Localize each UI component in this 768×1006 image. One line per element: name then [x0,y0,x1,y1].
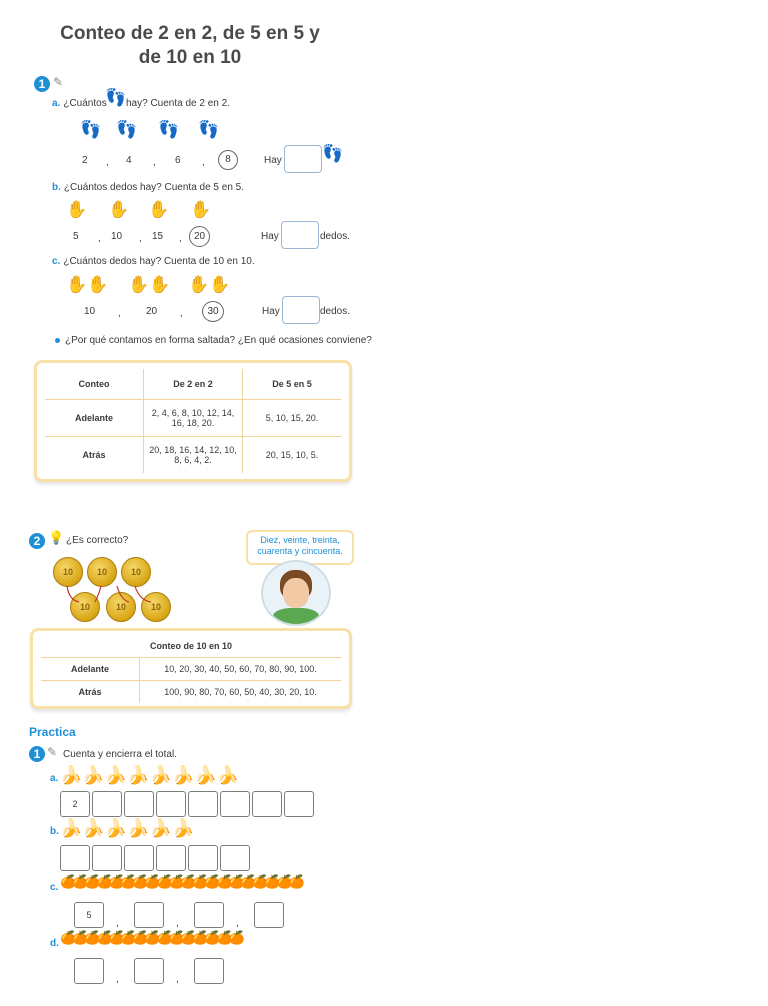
question-b-letter: b. [52,182,61,193]
answer-box[interactable] [92,845,122,871]
hands-row-b [66,200,226,226]
question-b-text: ¿Cuántos dedos hay? Cuenta de 5 en 5. [63,182,245,193]
hand-icon: ✋✋ [66,275,109,294]
comma: , [179,233,182,244]
cell-atras: 100, 90, 80, 70, 60, 50, 40, 30, 20, 10. [140,680,342,703]
exercise-1-badge: 1 [34,76,50,92]
comma: , [153,157,156,168]
answer-box-c[interactable] [282,296,320,324]
page-title [40,22,340,70]
hay-label-a: Hay [264,155,282,166]
pencil-icon: ✎ [47,745,58,759]
table-row [45,399,341,436]
table-row [41,657,341,680]
oranges-group: 🍊🍊🍊🍊🍊 [60,874,121,889]
comma: , [116,974,119,985]
answer-box[interactable] [124,845,154,871]
question-a-letter: a. [52,98,61,109]
count-c-2: 20 [146,306,158,317]
answer-box[interactable] [156,791,186,817]
comma: , [176,974,179,985]
cell-adelante-5: 5, 10, 15, 20. [243,399,342,436]
answer-box[interactable] [134,958,164,984]
comma: , [176,918,179,929]
answer-box[interactable] [134,902,164,928]
answer-box[interactable]: 5 [74,902,104,928]
answer-box[interactable] [284,791,314,817]
question-c-text: ¿Cuántos dedos hay? Cuenta de 10 en 10. [63,256,255,267]
practica-c-letter: c. [50,882,59,893]
cell-adelante: 10, 20, 30, 40, 50, 60, 70, 80, 90, 100. [140,657,342,680]
cell-atras-2 [144,436,243,473]
practica-instruction: Cuenta y encierra el total. [63,749,177,760]
answer-box[interactable] [188,791,218,817]
circled-total-b: 20 [189,226,210,247]
answer-box[interactable] [194,958,224,984]
foot-pair-3: 👣 [158,120,180,139]
feet-row [80,120,250,148]
cell-line: 8, 6, 4, 2. [174,454,212,465]
count-a-3: 6 [175,155,181,166]
lightbulb-icon: 💡 [48,530,65,545]
comma: , [139,233,142,244]
answer-box[interactable] [252,791,282,817]
comma: , [116,918,119,929]
counting-table [45,369,341,473]
title-line-1: Conteo de 2 en 2, de 5 en 5 y [60,23,320,44]
comma: , [106,157,109,168]
question-a [52,98,107,109]
cell-atras-5: 20, 15, 10, 5. [243,436,342,473]
count-10-title: Conteo de 10 en 10 [41,635,341,657]
bubble-line-2: cuarenta y cincuenta. [257,546,343,556]
hand-icon: ✋ [148,200,170,219]
table-row [41,680,341,703]
row-label-atras: Atrás [45,436,144,473]
question-b [52,182,244,193]
foot-pair-4: 👣 [198,120,220,139]
oranges-group: 🍊🍊🍊🍊🍊 [120,874,181,889]
cell-adelante-2 [144,399,243,436]
table-header-2: De 2 en 2 [144,369,243,399]
foot-pair-2: 👣 [116,120,138,139]
answer-box[interactable]: 2 [60,791,90,817]
question-a-pre: ¿Cuántos [63,98,107,109]
circled-total-a: 8 [218,150,238,170]
table-header-conteo: Conteo [45,369,144,399]
exercise-2-badge: 2 [29,533,45,549]
pencil-icon: ✎ [53,75,64,89]
comma: , [180,308,183,319]
unit-b: dedos. [320,231,351,242]
hay-label-c: Hay [262,306,280,317]
practica-b-letter: b. [50,826,59,837]
practica-d-letter: d. [50,938,59,949]
question-c [52,256,255,267]
hand-icon: ✋ [190,200,212,219]
comma: , [98,233,101,244]
practica-heading: Practica [29,725,76,739]
hand-icon: ✋✋ [128,275,171,294]
answer-box-a[interactable] [284,145,322,173]
answer-box[interactable] [124,791,154,817]
answer-box[interactable] [92,791,122,817]
coin-10: 10 [53,557,83,587]
is-correct-question: ¿Es correcto? [66,535,129,546]
coin-10: 10 [70,592,100,622]
foot-pair-1: 👣 [80,120,102,139]
practica-1-badge: 1 [29,746,45,762]
hay-label-b: Hay [261,231,279,242]
coin-10: 10 [141,592,171,622]
boy-avatar [261,560,331,626]
table-row [45,436,341,473]
foot-icon: 👣 [105,88,127,107]
count-c-1: 10 [84,306,96,317]
shirt [273,608,319,626]
reflection-question: ¿Por qué contamos en forma saltada? ¿En qué ocasiones conviene? [65,335,372,346]
count-10-table [41,635,341,703]
practica-a-letter: a. [50,773,59,784]
cell-line: 2, 4, 6, 8, 10, 12, 14, [151,407,235,418]
count-a-1: 2 [82,155,88,166]
question-c-letter: c. [52,256,61,267]
answer-box[interactable] [254,902,284,928]
oranges-group: 🍊🍊🍊🍊🍊 [180,930,241,945]
bubble-line-1: Diez, veinte, treinta, [260,535,340,545]
hands-row-c [66,275,246,301]
hand-icon: ✋✋ [188,275,231,294]
coin-10: 10 [106,592,136,622]
oranges-group: 🍊🍊🍊🍊🍊 [180,874,241,889]
answer-box-b[interactable] [281,221,319,249]
comma: , [202,157,205,168]
oranges-group: 🍊🍊🍊🍊🍊 [120,930,181,945]
cell-line: 20, 18, 16, 14, 12, 10, [149,444,237,455]
answer-box[interactable] [220,791,250,817]
count-b-3: 15 [152,231,164,242]
row-label-adelante: Adelante [41,657,140,680]
comma: , [236,918,239,929]
row-label-atras: Atrás [41,680,140,703]
bullet-dot [55,338,60,343]
answer-box[interactable] [156,845,186,871]
question-a-post: hay? Cuenta de 2 en 2. [126,98,230,109]
coin-10: 10 [121,557,151,587]
answer-box[interactable] [74,958,104,984]
hand-icon: ✋ [66,200,88,219]
coin-10: 10 [87,557,117,587]
comma: , [118,308,121,319]
count-b-1: 5 [73,231,79,242]
oranges-group: 🍊🍊🍊🍊🍊 [240,874,301,889]
answer-box[interactable] [188,845,218,871]
oranges-group: 🍊🍊🍊🍊🍊 [60,930,121,945]
face [283,578,309,608]
cell-line: 16, 18, 20. [171,417,215,428]
unit-c: dedos. [320,306,351,317]
table-header-5: De 5 en 5 [243,369,342,399]
foot-icon: 👣 [322,144,344,163]
count-10-table-box [30,628,352,709]
count-a-2: 4 [126,155,132,166]
count-b-2: 10 [111,231,123,242]
bananas-row-b: 🍌🍌🍌🍌🍌🍌 [60,818,195,838]
coin-arrows [55,580,175,610]
answer-box[interactable] [60,845,90,871]
answer-box[interactable] [194,902,224,928]
bananas-row-a: 🍌🍌🍌🍌🍌🍌🍌🍌 [60,765,240,785]
title-line-2: de 10 en 10 [138,47,242,68]
answer-box[interactable] [220,845,250,871]
counting-table-box [34,360,352,482]
hand-icon: ✋ [108,200,130,219]
circled-total-c: 30 [202,301,224,322]
row-label-adelante: Adelante [45,399,144,436]
